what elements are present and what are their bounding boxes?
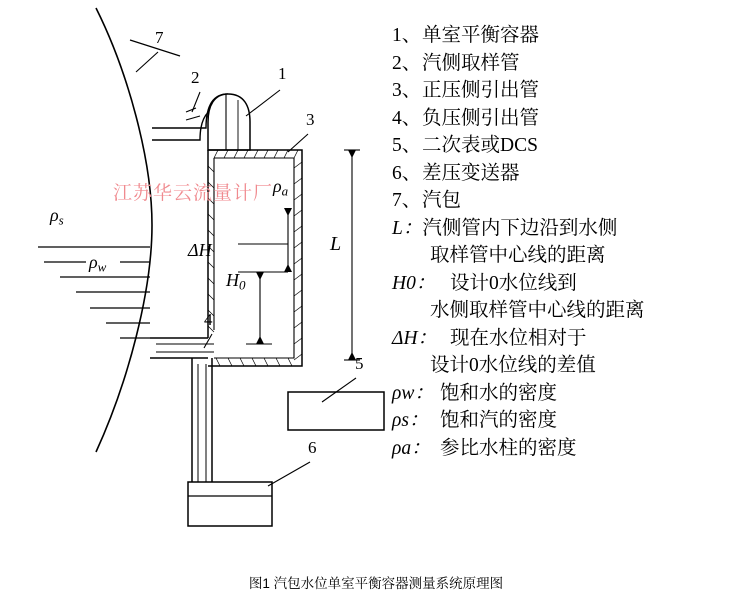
legend-text: 正压侧引出管 — [422, 80, 540, 101]
label-rho-s — [50, 205, 64, 229]
legend-text: 饱和水的密度 — [440, 382, 558, 404]
legend-list — [392, 22, 744, 462]
legend-item-deltaH — [392, 325, 744, 353]
legend-text: 设计0水位线的差值 — [430, 355, 596, 376]
legend-item-L-cont — [392, 242, 744, 270]
rho-a-base: ρ — [273, 176, 282, 196]
rho-w-sub: w — [97, 259, 107, 275]
legend-text: 汽侧取样管 — [422, 52, 520, 74]
h0-sub: 0 — [239, 277, 246, 293]
legend-text: 现在水位相对于 — [450, 327, 587, 349]
legend-item-L — [392, 215, 744, 243]
legend-item-H0-cont — [392, 297, 744, 325]
legend-index: L： — [392, 217, 423, 239]
legend-text: 汽侧管内下边沿到水侧 — [422, 217, 618, 239]
legend-index: ρa： — [392, 437, 431, 459]
legend-index: ρs： — [392, 410, 429, 431]
callout-label-7: 7 — [155, 28, 164, 47]
legend-item-rho-s — [392, 407, 744, 435]
legend-text: 单室平衡容器 — [422, 25, 540, 46]
legend-index: 2、 — [392, 52, 422, 74]
legend-text: 饱和汽的密度 — [440, 410, 558, 431]
callout-label-4: 4 — [204, 310, 213, 329]
figure-caption: 图1 汽包水位单室平衡容器测量系统原理图 — [248, 576, 504, 591]
label-rho-w — [89, 252, 106, 276]
balance-vessel-body — [208, 94, 250, 150]
water-side-sampling-pipe — [150, 338, 214, 482]
label-h0 — [226, 270, 246, 294]
legend-item-5 — [392, 132, 744, 160]
legend-item-1 — [392, 22, 744, 50]
rho-w-base: ρ — [89, 252, 98, 272]
legend-text: 差压变送器 — [422, 162, 520, 184]
legend-index: 3、 — [392, 80, 422, 101]
dimension-delta-H — [238, 208, 292, 272]
legend-index: ΔH： — [392, 327, 438, 349]
legend-text: 汽包 — [422, 190, 462, 211]
legend-item-4 — [392, 105, 744, 133]
legend-index: 7、 — [392, 190, 422, 211]
label-l: L — [330, 233, 342, 255]
dimension-H0 — [246, 272, 272, 344]
legend-index: 1、 — [392, 25, 422, 46]
rho-s-base: ρ — [50, 205, 59, 225]
legend-index: 6、 — [392, 162, 422, 184]
callout-label-6: 6 — [308, 438, 317, 457]
legend-text: 负压侧引出管 — [422, 107, 540, 129]
label-delta-h: ΔH — [188, 240, 212, 260]
legend-item-deltaH-cont — [392, 352, 744, 380]
legend-text: 二次表或DCS — [422, 135, 538, 156]
legend-item-6 — [392, 160, 744, 188]
rho-a-sub: a — [281, 183, 289, 199]
legend-text: 水侧取样管中心线的距离 — [430, 300, 645, 321]
callout-label-2: 2 — [191, 68, 200, 87]
legend-index: 4、 — [392, 107, 422, 129]
differential-pressure-transmitter — [188, 482, 272, 526]
legend-item-rho-w — [392, 380, 744, 408]
legend-text: 设计0水位线到 — [450, 272, 577, 294]
legend-index: H0： — [392, 272, 436, 294]
watermark-text: 江苏华云流量计厂 — [113, 183, 274, 204]
legend-text: 参比水柱的密度 — [440, 437, 577, 459]
legend-item-rho-a — [392, 435, 744, 463]
legend-item-H0 — [392, 270, 744, 298]
legend-index: 5、 — [392, 135, 422, 156]
h0-base: H — [226, 270, 239, 290]
dimension-L — [344, 150, 360, 360]
legend-item-3 — [392, 77, 744, 105]
legend-index: ρw： — [392, 382, 434, 404]
rho-s-sub: s — [58, 212, 64, 228]
label-rho-a — [273, 176, 288, 200]
steam-drum-wall — [96, 8, 180, 452]
legend-item-7 — [392, 187, 744, 215]
legend-item-2 — [392, 50, 744, 78]
callout-label-3: 3 — [306, 110, 315, 129]
callout-label-1: 1 — [278, 64, 287, 83]
secondary-instrument-dcs — [288, 392, 384, 430]
callout-label-5: 5 — [355, 354, 364, 373]
legend-text: 取样管中心线的距离 — [430, 245, 606, 266]
